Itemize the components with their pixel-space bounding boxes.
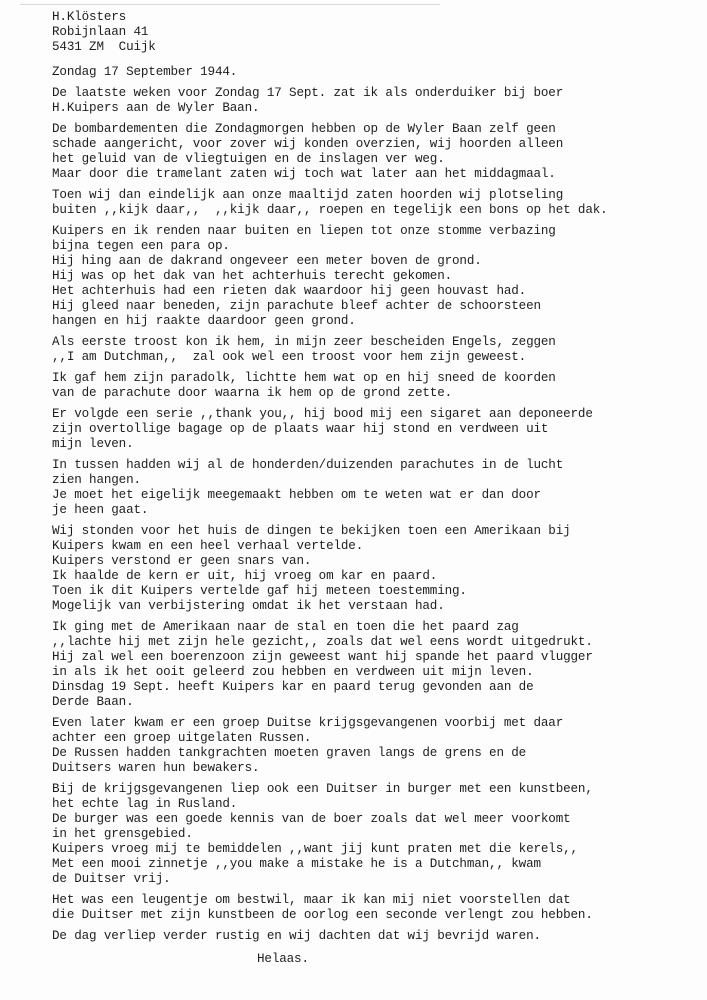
paragraph [52, 224, 692, 329]
text-line: Het was een leugentje om bestwil, maar ik kan mij niet voorstellen dat [52, 893, 571, 907]
text-line: Kuipers vroeg mij te bemiddelen ,,want jij kunt praten met die kerels,, [52, 842, 578, 856]
text-line: Even later kwam er een groep Duitse krijgsgevangenen voorbij met daar [52, 716, 564, 730]
text-line: Met een mooi zinnetje ,,you make a mistake he is a Dutchman,, kwam [52, 857, 541, 871]
paragraph [52, 371, 692, 401]
text-line: De bombardementen die Zondagmorgen hebben op de Wyler Baan zelf geen [52, 122, 556, 136]
paragraph [52, 86, 692, 116]
text-line: Maar door die tramelant zaten wij toch wat later aan het middagmaal. [52, 167, 556, 181]
text-line: Duitsers waren hun bewakers. [52, 761, 260, 775]
text-line: Hij zal wel een boerenzoon zijn geweest want hij spande het paard vlugger [52, 650, 593, 664]
text-line: Ik haalde de kern er uit, hij vroeg om kar en paard. [52, 569, 438, 583]
text-line: buiten ,,kijk daar,, ,,kijk daar,, roepen en tegelijk een bons op het dak. [52, 203, 608, 217]
paragraph [52, 716, 692, 776]
text-line: Dinsdag 19 Sept. heeft Kuipers kar en paard terug gevonden aan de [52, 680, 534, 694]
text-line: Hij was op het dak van het achterhuis terecht gekomen. [52, 269, 453, 283]
text-line: het geluid van de vliegtuigen en de inslagen ver weg. [52, 152, 445, 166]
paragraph [52, 407, 692, 452]
text-line: Derde Baan. [52, 695, 134, 709]
text-line: Mogelijk van verbijstering omdat ik het verstaan had. [52, 599, 445, 613]
paragraphs [52, 86, 692, 944]
text-line: Kuipers en ik renden naar buiten en liepen tot onze stomme verbazing [52, 224, 556, 238]
text-line: de Duitser vrij. [52, 872, 171, 886]
text-line: bijna tegen een para op. [52, 239, 230, 253]
text-line: die Duitser met zijn kunstbeen de oorlog een seconde verlengt zou hebben. [52, 908, 593, 922]
text-line: H.Kuipers aan de Wyler Baan. [52, 101, 260, 115]
address-name: H.Klösters [52, 10, 127, 24]
text-line: Als eerste troost kon ik hem, in mijn zeer bescheiden Engels, zeggen [52, 335, 556, 349]
text-line: Wij stonden voor het huis de dingen te bekijken toen een Amerikaan bij [52, 524, 571, 538]
text-line: Toen wij dan eindelijk aan onze maaltijd zaten hoorden wij plotseling [52, 188, 564, 202]
text-line: het echte lag in Rusland. [52, 797, 238, 811]
text-line: ,,I am Dutchman,, zal ook wel een troost voor hem zijn geweest. [52, 350, 527, 364]
text-line: De dag verliep verder rustig en wij dachten dat wij bevrijd waren. [52, 929, 541, 943]
text-line: Ik gaf hem zijn paradolk, lichtte hem wat op en hij sneed de koorden [52, 371, 556, 385]
text-line: zijn overtollige bagage op de plaats waar hij stond en verdween uit [52, 422, 549, 436]
date-heading: Zondag 17 September 1944. [52, 65, 238, 79]
text-line: in als ik het ooit geleerd zou hebben en verdween uit mijn leven. [52, 665, 534, 679]
text-line: In tussen hadden wij al de honderden/duizenden parachutes in de lucht [52, 458, 564, 472]
text-line: Kuipers kwam en een heel verhaal vertelde. [52, 539, 364, 553]
text-line: Hij gleed naar beneden, zijn parachute bleef achter de schoorsteen [52, 299, 541, 313]
paragraph [52, 122, 692, 182]
text-line: Het achterhuis had een rieten dak waardoor hij geen houvast had. [52, 284, 527, 298]
paragraph [52, 335, 692, 365]
text-line: De burger was een goede kennis van de boer zoals dat wel meer voorkomt [52, 812, 571, 826]
paragraph [52, 782, 692, 887]
scan-edge-line [20, 4, 440, 5]
text-line: je heen gaat. [52, 503, 149, 517]
sender-address [52, 10, 692, 55]
text-line: Kuipers verstond er geen snars van. [52, 554, 312, 568]
paragraph [52, 929, 692, 944]
text-line: Er volgde een serie ,,thank you,, hij bood mij een sigaret aan deponeerde [52, 407, 593, 421]
text-line: Toen ik dit Kuipers vertelde gaf hij meteen toestemming. [52, 584, 467, 598]
text-line: hangen en hij raakte daardoor geen grond. [52, 314, 356, 328]
text-line: zien hangen. [52, 473, 141, 487]
letter-body [52, 10, 692, 967]
text-line: Ik ging met de Amerikaan naar de stal en toen die het paard zag [52, 620, 519, 634]
text-line: in het grensgebied. [52, 827, 193, 841]
text-line: achter een groep uitgelaten Russen. [52, 731, 312, 745]
text-line: Bij de krijgsgevangenen liep ook een Duitser in burger met een kunstbeen, [52, 782, 593, 796]
address-street: Robijnlaan 41 [52, 25, 149, 39]
text-line: Je moet het eigelijk meegemaakt hebben om te weten wat er dan door [52, 488, 541, 502]
address-city: 5431 ZM Cuijk [52, 40, 156, 54]
paragraph [52, 620, 692, 710]
text-line: ,,lachte hij met zijn hele gezicht,, zoals dat wel eens wordt uitgedrukt. [52, 635, 593, 649]
text-line: schade aangericht, voor zover wij konden overzien, wij hoorden alleen [52, 137, 564, 151]
paragraph [52, 893, 692, 923]
text-line: mijn leven. [52, 437, 134, 451]
text-line: Hij hing aan de dakrand ongeveer een meter boven de grond. [52, 254, 482, 268]
paragraph [52, 524, 692, 614]
closing-word: Helaas. [257, 952, 309, 966]
paragraph [52, 188, 692, 218]
paragraph [52, 458, 692, 518]
text-line: De laatste weken voor Zondag 17 Sept. zat ik als onderduiker bij boer [52, 86, 564, 100]
text-line: van de parachute door waarna ik hem op de grond zette. [52, 386, 453, 400]
text-line: De Russen hadden tankgrachten moeten graven langs de grens en de [52, 746, 527, 760]
